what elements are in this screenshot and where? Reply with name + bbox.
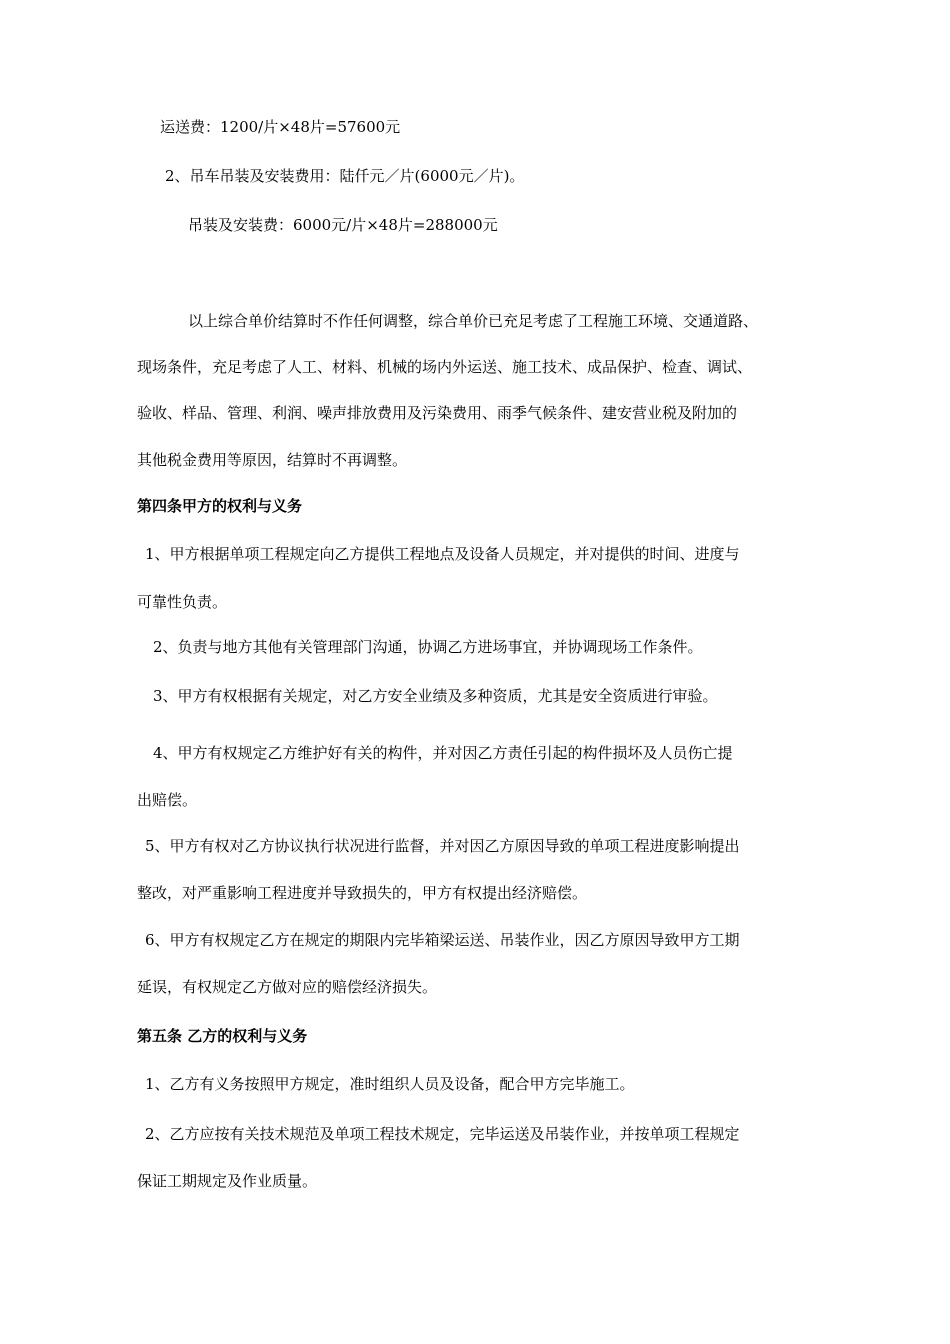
article4-item1-line1: 1、甲方根据单项工程规定向乙方提供工程地点及设备人员规定，并对提供的时间、进度与 [145, 545, 740, 563]
crane-fee-line: 吊装及安装费：6000元/片×48片=288000元 [188, 216, 498, 234]
article5-item2-line2: 保证工期规定及作业质量。 [137, 1172, 318, 1190]
article5-item1: 1、乙方有义务按照甲方规定，准时组织人员及设备，配合甲方完毕施工。 [145, 1075, 635, 1093]
article4-item4-line1: 4、甲方有权规定乙方维护好有关的构件，并对因乙方责任引起的构件损坏及人员伤亡提 [153, 744, 733, 762]
crane-item-line: 2、吊车吊装及安装费用：陆仟元／片(6000元／片)。 [165, 167, 525, 185]
article4-title: 第四条甲方的权利与义务 [137, 497, 303, 515]
article4-item4-line2: 出赔偿。 [137, 791, 198, 809]
note-line-4: 其他税金费用等原因，结算时不再调整。 [137, 451, 408, 469]
article4-item2: 2、负责与地方其他有关管理部门沟通，协调乙方进场事宜，并协调现场工作条件。 [153, 638, 703, 656]
note-line-2: 现场条件，充足考虑了人工、材料、机械的场内外运送、施工技术、成品保护、检查、调试、 [137, 358, 753, 376]
note-line-1: 以上综合单价结算时不作任何调整，综合单价已充足考虑了工程施工环境、交通道路、 [188, 312, 759, 330]
article4-item1-line2: 可靠性负责。 [137, 593, 228, 611]
article5-item2-line1: 2、乙方应按有关技术规范及单项工程技术规定，完毕运送及吊装作业，并按单项工程规定 [145, 1125, 740, 1143]
article4-item6-line1: 6、甲方有权规定乙方在规定的期限内完毕箱梁运送、吊装作业，因乙方原因导致甲方工期 [145, 931, 740, 949]
transport-fee-line: 运送费：1200/片×48片=57600元 [160, 118, 401, 136]
article4-item3: 3、甲方有权根据有关规定，对乙方安全业绩及多种资质，尤其是安全资质进行审验。 [153, 687, 718, 705]
article4-item6-line2: 延误，有权规定乙方做对应的赔偿经济损失。 [137, 978, 438, 996]
article4-item5-line1: 5、甲方有权对乙方协议执行状况进行监督，并对因乙方原因导致的单项工程进度影响提出 [145, 837, 740, 855]
article5-title: 第五条 乙方的权利与义务 [137, 1027, 308, 1045]
article4-item5-line2: 整改，对严重影响工程进度并导致损失的，甲方有权提出经济赔偿。 [137, 884, 588, 902]
note-line-3: 验收、样品、管理、利润、噪声排放费用及污染费用、雨季气候条件、建安营业税及附加的 [137, 404, 738, 422]
